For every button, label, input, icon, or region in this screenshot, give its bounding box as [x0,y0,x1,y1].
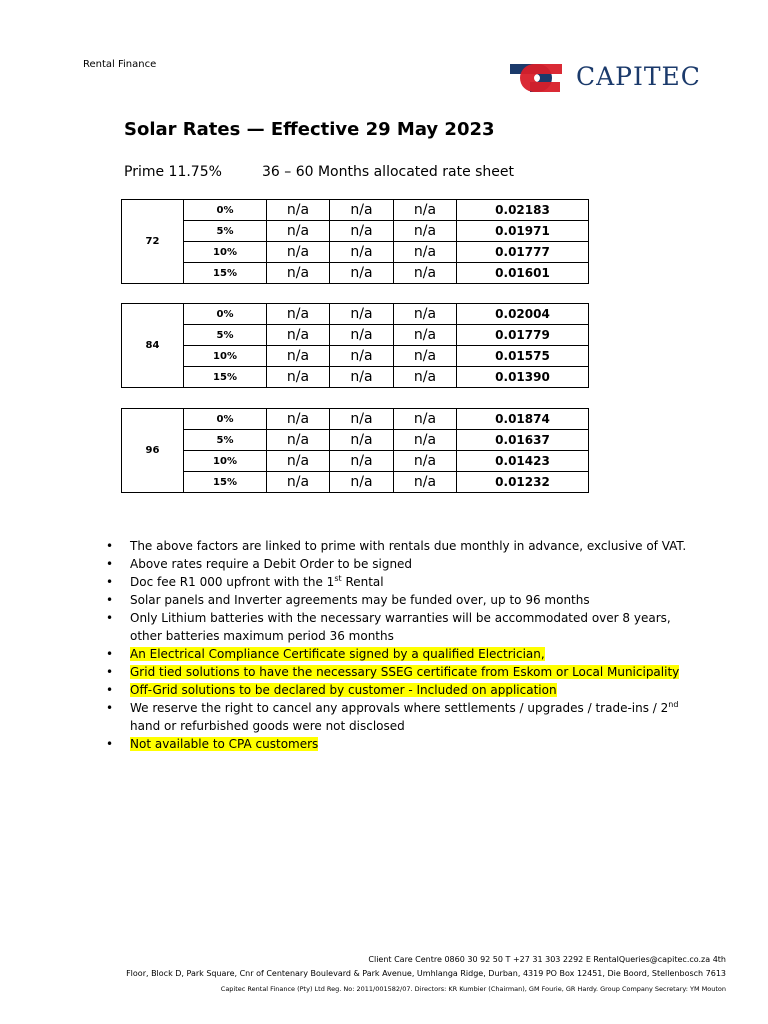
rate-table [121,408,589,493]
deposit-cell: 15% [184,472,267,493]
na-cell: n/a [394,263,457,284]
bullet-icon: • [106,593,114,607]
rate-factor-cell: 0.01390 [457,367,589,388]
note-item [106,609,706,645]
rate-factor-cell: 0.01971 [457,221,589,242]
na-cell: n/a [267,304,330,325]
rate-factor-cell: 0.01575 [457,346,589,367]
note-text: Above rates require a Debit Order to be signed [130,557,413,571]
deposit-cell: 10% [184,242,267,263]
na-cell: n/a [394,325,457,346]
na-cell: n/a [394,430,457,451]
rate-table [121,199,589,284]
deposit-cell: 10% [184,451,267,472]
table-row [122,221,589,242]
na-cell: n/a [330,221,394,242]
table-row [122,263,589,284]
na-cell: n/a [267,367,330,388]
rate-sheet-label: 36 – 60 Months allocated rate sheet [262,164,515,180]
note-text: We reserve the right to cancel any approvals where settlements / upgrades / trade-ins / 2nd hand or refurbished goods were not disclosed [130,700,679,733]
note-item [106,537,706,555]
table-row [122,409,589,430]
note-text: Not available to CPA customers [130,737,319,751]
prime-rate: Prime 11.75% [124,164,222,180]
na-cell: n/a [330,200,394,221]
na-cell: n/a [394,242,457,263]
capitec-logo-mark-icon [504,60,566,96]
na-cell: n/a [267,263,330,284]
rate-table [121,303,589,388]
na-cell: n/a [267,430,330,451]
na-cell: n/a [330,451,394,472]
rate-factor-cell: 0.01777 [457,242,589,263]
table-row [122,472,589,493]
bullet-icon: • [106,647,114,661]
na-cell: n/a [394,221,457,242]
note-item [106,663,706,681]
na-cell: n/a [394,304,457,325]
na-cell: n/a [330,430,394,451]
rate-factor-cell: 0.01874 [457,409,589,430]
note-text: Doc fee R1 000 upfront with the 1st Rental [130,574,384,589]
na-cell: n/a [330,263,394,284]
term-months-cell: 84 [122,304,184,388]
rate-factor-cell: 0.01601 [457,263,589,284]
deposit-cell: 10% [184,346,267,367]
note-item [106,573,706,591]
bullet-icon: • [106,683,114,697]
bullet-icon: • [106,611,114,625]
bullet-icon: • [106,557,114,571]
bullet-icon: • [106,665,114,679]
deposit-cell: 5% [184,325,267,346]
table-row [122,325,589,346]
deposit-cell: 15% [184,263,267,284]
superscript: nd [668,700,679,709]
na-cell: n/a [330,367,394,388]
na-cell: n/a [394,346,457,367]
rate-factor-cell: 0.01232 [457,472,589,493]
deposit-cell: 0% [184,200,267,221]
na-cell: n/a [330,346,394,367]
rate-factor-cell: 0.01423 [457,451,589,472]
na-cell: n/a [330,472,394,493]
term-months-cell: 72 [122,200,184,284]
note-item [106,699,706,735]
na-cell: n/a [330,242,394,263]
footer-contact: Client Care Centre 0860 30 92 50 T +27 31 303 2292 E RentalQueries@capitec.co.za 4th [368,955,726,964]
deposit-cell: 15% [184,367,267,388]
note-item [106,555,706,573]
note-text: Solar panels and Inverter agreements may be funded over, up to 96 months [130,593,590,607]
na-cell: n/a [394,200,457,221]
bullet-icon: • [106,701,114,715]
note-item [106,645,706,663]
table-row [122,367,589,388]
na-cell: n/a [394,367,457,388]
bullet-icon: • [106,575,114,589]
na-cell: n/a [394,451,457,472]
na-cell: n/a [267,451,330,472]
footer-address: Floor, Block D, Park Square, Cnr of Centenary Boulevard & Park Avenue, Umhlanga Ridge, Durban, 4319 PO Box 12451, Die Boord, Stellenbosch 7613 [126,969,726,978]
note-item [106,681,706,699]
capitec-logo [504,60,730,96]
na-cell: n/a [267,200,330,221]
note-text: An Electrical Compliance Certificate signed by a qualified Electrician, [130,647,545,661]
table-row [122,304,589,325]
note-item [106,591,706,609]
note-text: Only Lithium batteries with the necessary warranties will be accommodated over 8 years, other batteries maximum period 36 months [130,611,671,643]
note-text: Off-Grid solutions to be declared by customer - Included on application [130,683,557,697]
na-cell: n/a [267,472,330,493]
footer-registration: Capitec Rental Finance (Pty) Ltd Reg. No: 2011/001582/07. Directors: KR Kumbier (Chairman), GM Fourie, GR Hardy. Group Company Secretary: YM Mouton [220,985,726,993]
na-cell: n/a [267,346,330,367]
deposit-cell: 0% [184,409,267,430]
na-cell: n/a [330,325,394,346]
deposit-cell: 0% [184,304,267,325]
superscript: st [334,574,342,583]
table-row [122,346,589,367]
table-row [122,430,589,451]
note-text: The above factors are linked to prime with rentals due monthly in advance, exclusive of VAT. [130,539,687,553]
table-row [122,200,589,221]
rate-factor-cell: 0.01637 [457,430,589,451]
na-cell: n/a [394,409,457,430]
header-label: Rental Finance [83,59,157,70]
bullet-icon: • [106,539,114,553]
table-row [122,451,589,472]
deposit-cell: 5% [184,221,267,242]
na-cell: n/a [394,472,457,493]
note-item [106,735,706,753]
na-cell: n/a [330,304,394,325]
na-cell: n/a [267,221,330,242]
rate-factor-cell: 0.02004 [457,304,589,325]
na-cell: n/a [267,242,330,263]
na-cell: n/a [330,409,394,430]
note-text: Grid tied solutions to have the necessary SSEG certificate from Eskom or Local Municipality [130,665,680,679]
deposit-cell: 5% [184,430,267,451]
rate-factor-cell: 0.01779 [457,325,589,346]
term-months-cell: 96 [122,409,184,493]
notes-list [106,537,706,753]
bullet-icon: • [106,737,114,751]
na-cell: n/a [267,325,330,346]
table-row [122,242,589,263]
capitec-logo-text: CAPITEC [576,62,701,91]
page-title: Solar Rates — Effective 29 May 2023 [124,119,495,140]
rate-factor-cell: 0.02183 [457,200,589,221]
na-cell: n/a [267,409,330,430]
